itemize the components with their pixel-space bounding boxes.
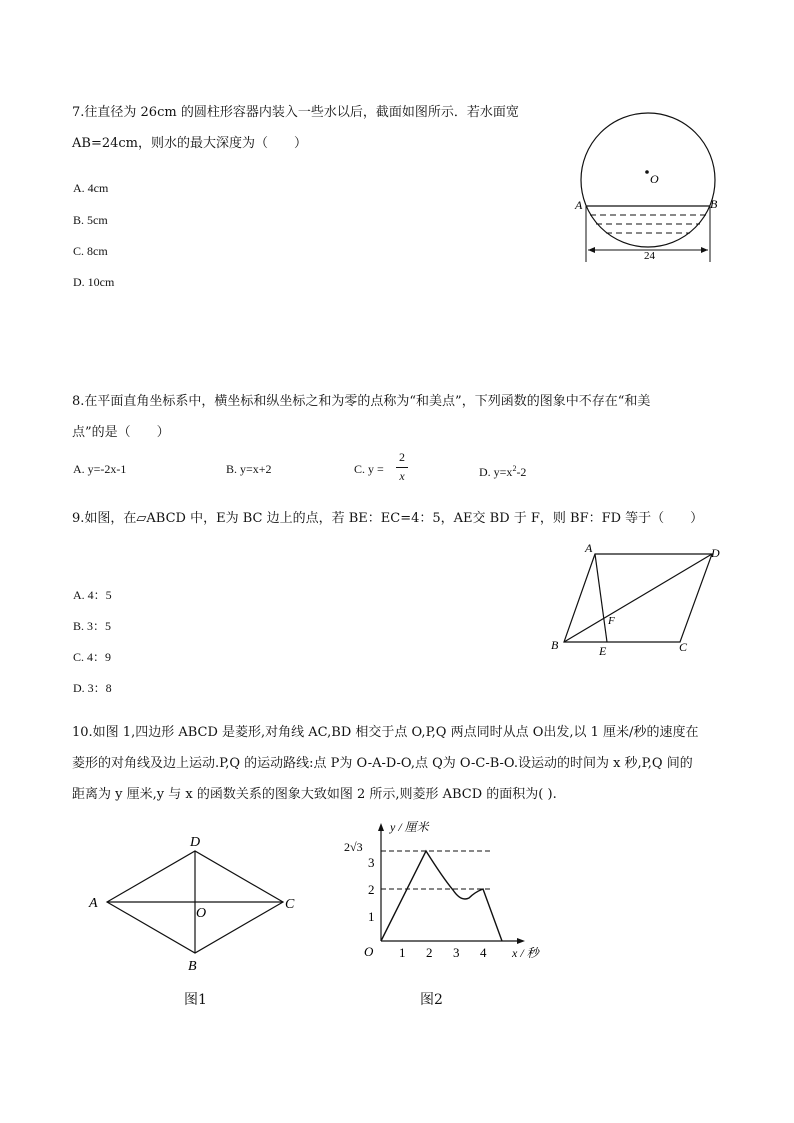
q10-fig2-xtick-2: 2	[426, 945, 433, 960]
q8-option-c-fraction-bar	[396, 467, 408, 468]
q10-fig1-rhombus	[85, 828, 310, 978]
q8-option-c-prefix: C. y =	[354, 462, 384, 476]
q10-text-line2: 菱形的对角线及边上运动.P,Q 的运动路线:点 P为 O-A-D-O,点 Q为 O-C-B-O.设运动的时间为 x 秒,P,Q 间的	[72, 756, 693, 771]
q10-text-line1: 10.如图 1,四边形 ABCD 是菱形,对角线 AC,BD 相交于点 O,P,Q 两点同时从点 O出发,以 1 厘米/秒的速度在	[72, 725, 699, 740]
q8-option-d-tail: -2	[516, 465, 527, 479]
q7-option-d: D. 10cm	[73, 275, 115, 289]
q9-parallelogram-figure	[545, 535, 735, 660]
q7-option-a: A. 4cm	[73, 181, 109, 195]
q9-label-e: E	[599, 644, 607, 658]
q9-option-a: A. 4：5	[73, 588, 112, 602]
q9-text-line1: 9.如图，在▱ABCD 中，E为 BC 边上的点，若 BE：EC=4：5，AE交 BD 于 F，则 BF：FD 等于（ ）	[72, 511, 704, 526]
q10-fig2-origin: O	[364, 944, 374, 959]
q8-option-d-text: D. y=x	[479, 465, 513, 479]
q7-label-o: O	[650, 172, 659, 186]
q10-fig2-graph	[335, 818, 560, 968]
q10-fig1-label-c: C	[285, 897, 295, 912]
q10-fig2-xtick-4: 4	[480, 945, 487, 960]
q8-text-line2: 点”的是（ ）	[72, 425, 170, 440]
q8-option-d	[479, 461, 526, 480]
q10-fig1-label-d: D	[190, 835, 201, 850]
q7-circle-figure	[560, 95, 740, 270]
q9-option-c: C. 4：9	[73, 650, 112, 664]
q8-option-d-sup: 2	[512, 464, 517, 473]
q10-fig1-label-a: A	[89, 896, 98, 911]
q10-fig2-xtick-3: 3	[453, 945, 460, 960]
q7-label-a: A	[575, 198, 583, 212]
q7-text-line2: AB=24cm，则水的最大深度为（ ）	[72, 136, 307, 151]
q10-fig2-xlabel: x / 秒	[512, 946, 539, 960]
q10-fig1-label-b: B	[188, 959, 197, 974]
q7-option-b: B. 5cm	[73, 213, 108, 227]
q8-option-c-numerator: 2	[399, 450, 405, 464]
q9-option-d: D. 3：8	[73, 681, 112, 695]
q10-fig2-top-tick: 2√3	[344, 840, 363, 854]
q10-fig2-caption: 图2	[420, 992, 443, 1008]
q8-text-line1: 8.在平面直角坐标系中，横坐标和纵坐标之和为零的点称为“和美点”，下列函数的图象中不存在“和美	[72, 394, 651, 409]
q10-fig1-caption: 图1	[184, 992, 207, 1008]
q8-option-c-denominator: x	[399, 469, 405, 483]
q9-label-c: C	[679, 640, 688, 654]
q8-option-b: B. y=x+2	[226, 462, 272, 476]
q7-option-c: C. 8cm	[73, 244, 108, 258]
q7-label-b: B	[710, 197, 718, 211]
q10-fig2-ytick-3: 3	[368, 855, 375, 870]
q9-option-b: B. 3：5	[73, 619, 112, 633]
q9-label-b: B	[551, 638, 559, 652]
q9-label-d: D	[711, 546, 720, 560]
q8-option-a: A. y=-2x-1	[73, 462, 127, 476]
q9-label-f: F	[608, 615, 615, 627]
q10-fig2-ylabel: y / 厘米	[390, 820, 429, 834]
q9-label-a: A	[585, 541, 593, 555]
q7-text-line1: 7.往直径为 26cm 的圆柱形容器内装入一些水以后，截面如图所示．若水面宽	[72, 105, 519, 120]
q10-fig2-ytick-1: 1	[368, 909, 375, 924]
q10-fig1-label-o: O	[196, 906, 207, 921]
q7-label-24: 24	[644, 250, 655, 262]
q10-fig2-ytick-2: 2	[368, 882, 375, 897]
q10-fig2-xtick-1: 1	[399, 945, 406, 960]
q10-text-line3: 距离为 y 厘米,y 与 x 的函数关系的图象大致如图 2 所示,则菱形 ABCD 的面积为( ).	[72, 787, 557, 802]
